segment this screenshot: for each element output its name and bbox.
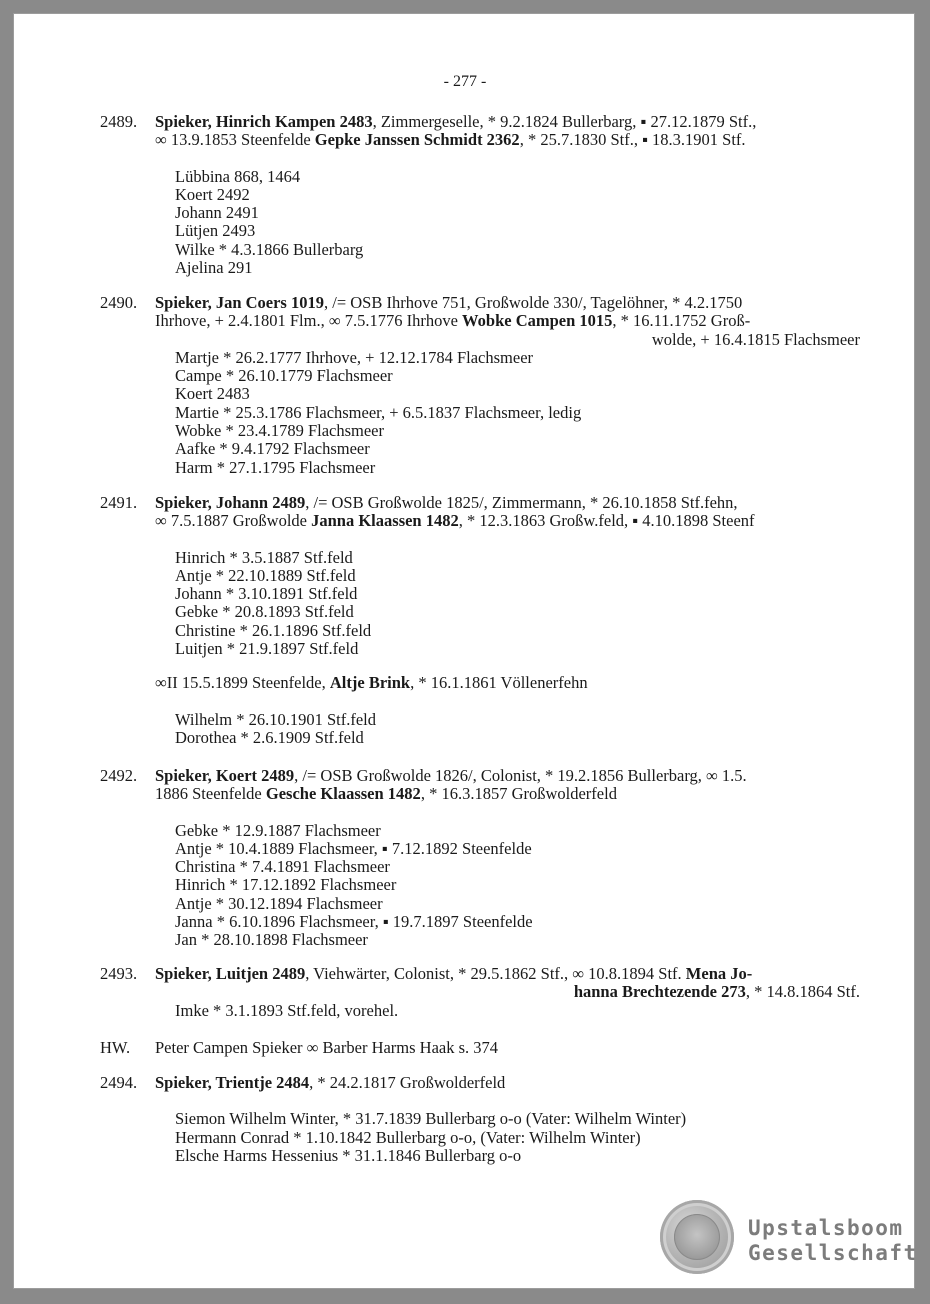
child-item: Luitjen * 21.9.1897 Stf.feld [175,639,359,659]
entry-number: 2491. [100,493,138,512]
second-marriage-line: ∞II 15.5.1899 Steenfelde, Altje Brink, * 16.1.1861 Völlenerfehn [155,673,588,693]
child-item: Hinrich * 3.5.1887 Stf.feld [175,547,353,567]
child-item: Johann * 3.10.1891 Stf.feld [175,584,358,604]
spouse-name: Altje Brink [329,673,411,693]
children-list [175,349,860,477]
entry-hw [100,1039,860,1057]
entry-line: Spieker, Luitjen 2489, Viehwärter, Colonist, * 29.5.1862 Stf., ∞ 10.8.1894 Stf. Mena Jo- [155,964,753,983]
entry-2492 [100,767,860,950]
child-item: Imke * 3.1.1893 Stf.feld, vorehel. [175,1000,399,1020]
children-list [175,1110,860,1165]
child-item: Antje * 22.10.1889 Stf.feld [175,565,356,585]
spouse-name: Gepke Janssen Schmidt 2362 [314,130,520,150]
child-item: Hinrich * 17.12.1892 Flachsmeer [175,875,397,895]
person-name: Spieker, Johann 2489 [155,493,306,512]
person-name: Spieker, Jan Coers 1019 [155,293,324,312]
society-seal-icon [660,1200,734,1274]
child-item: Martie * 25.3.1786 Flachsmeer, + 6.5.1837 Flachsmeer, ledig [175,402,582,422]
entry-2494 [100,1074,860,1165]
entry-number: 2494. [100,1073,138,1092]
child-item: Campe * 26.10.1779 Flachsmeer [175,366,393,386]
child-item: Gebke * 12.9.1887 Flachsmeer [175,820,381,840]
entry-line: ∞ 13.9.1853 Steenfelde Gepke Janssen Schmidt 2362, * 25.7.1830 Stf., ▪ 18.3.1901 Stf. [155,130,746,150]
entry-line: Spieker, Johann 2489, /= OSB Großwolde 1825/, Zimmermann, * 26.10.1858 Stf.fehn, [155,493,738,512]
entry-line-right: wolde, + 16.4.1815 Flachsmeer [651,329,860,349]
entry-number: 2493. [100,964,138,983]
children-list-2 [175,711,860,748]
entry-line-right: hanna Brechtezende 273, * 14.8.1864 Stf. [573,982,860,1002]
child-item: Ajelina 291 [175,258,253,278]
entry-number: HW. [100,1038,131,1057]
entry-line: 1886 Steenfelde Gesche Klaassen 1482, * 16.3.1857 Großwolderfeld [155,784,617,804]
child-item: Elsche Harms Hessenius * 31.1.1846 Bullerbarg o-o [175,1145,522,1165]
entry-2489 [100,113,860,277]
children-list [175,1002,860,1020]
child-item: Lübbina 868, 1464 [175,166,301,186]
children-list [175,168,860,278]
child-item: Janna * 6.10.1896 Flachsmeer, ▪ 19.7.1897 Steenfelde [175,912,533,932]
child-item: Christine * 26.1.1896 Stf.feld [175,620,372,640]
entry-2493 [100,965,860,1020]
spouse-name: Gesche Klaassen 1482 [265,784,421,804]
spouse-name: Wobke Campen 1015 [462,311,613,331]
children-list [175,822,860,950]
child-item: Dorothea * 2.6.1909 Stf.feld [175,727,364,747]
entry-line: Spieker, Hinrich Kampen 2483, Zimmergeselle, * 9.2.1824 Bullerbarg, ▪ 27.12.1879 Stf., [155,112,757,131]
child-item: Harm * 27.1.1795 Flachsmeer [175,457,376,477]
person-name: Spieker, Koert 2489 [155,766,295,785]
page-number: - 277 - [443,73,487,90]
child-item: Wilhelm * 26.10.1901 Stf.feld [175,709,376,729]
spouse-name: Janna Klaassen 1482 [311,511,459,531]
entry-line: Peter Campen Spieker ∞ Barber Harms Haak s. 374 [155,1038,499,1057]
entry-number: 2489. [100,112,138,131]
child-item: Christina * 7.4.1891 Flachsmeer [175,857,390,877]
entry-number: 2490. [100,293,138,312]
entry-number: 2492. [100,766,138,785]
entry-line: Spieker, Trientje 2484, * 24.2.1817 Großwolderfeld [155,1073,506,1092]
child-item: Antje * 10.4.1889 Flachsmeer, ▪ 7.12.1892 Steenfelde [175,838,532,858]
child-item: Siemon Wilhelm Winter, * 31.7.1839 Bullerbarg o-o (Vater: Wilhelm Winter) [175,1109,687,1129]
person-name: Spieker, Luitjen 2489 [155,964,306,983]
child-item: Lütjen 2493 [175,221,256,241]
child-item: Martje * 26.2.1777 Ihrhove, + 12.12.1784 Flachsmeer [175,347,534,367]
child-item: Gebke * 20.8.1893 Stf.feld [175,602,354,622]
child-item: Hermann Conrad * 1.10.1842 Bullerbarg o-o, (Vater: Wilhelm Winter) [175,1127,641,1147]
child-item: Wilke * 4.3.1866 Bullerbarg [175,239,364,259]
entry-line: ∞ 7.5.1887 Großwolde Janna Klaassen 1482, * 12.3.1863 Großw.feld, ▪ 4.10.1898 Steenf [155,511,755,531]
child-item: Koert 2483 [175,384,250,404]
child-item: Johann 2491 [175,203,259,223]
spouse-name: Mena Jo- [685,964,753,983]
entry-line: Spieker, Jan Coers 1019, /= OSB Ihrhove 751, Großwolde 330/, Tagelöhner, * 4.2.1750 [155,293,743,312]
child-item: Jan * 28.10.1898 Flachsmeer [175,930,368,950]
child-item: Aafke * 9.4.1792 Flachsmeer [175,439,370,459]
person-name: Spieker, Hinrich Kampen 2483 [155,112,373,131]
child-item: Antje * 30.12.1894 Flachsmeer [175,893,383,913]
person-name: Spieker, Trientje 2484 [155,1073,310,1092]
entry-line: Spieker, Koert 2489, /= OSB Großwolde 1826/, Colonist, * 19.2.1856 Bullerbarg, ∞ 1.5. [155,766,747,785]
child-item: Koert 2492 [175,184,250,204]
entry-2490 [100,294,860,477]
society-logo-text: Upstalsboom Gesellschaft [748,1216,918,1265]
children-list [175,549,860,659]
child-item: Wobke * 23.4.1789 Flachsmeer [175,421,385,441]
entry-line: Ihrhove, + 2.4.1801 Flm., ∞ 7.5.1776 Ihrhove Wobke Campen 1015, * 16.11.1752 Groß- [155,311,751,331]
entry-2491 [100,494,860,747]
